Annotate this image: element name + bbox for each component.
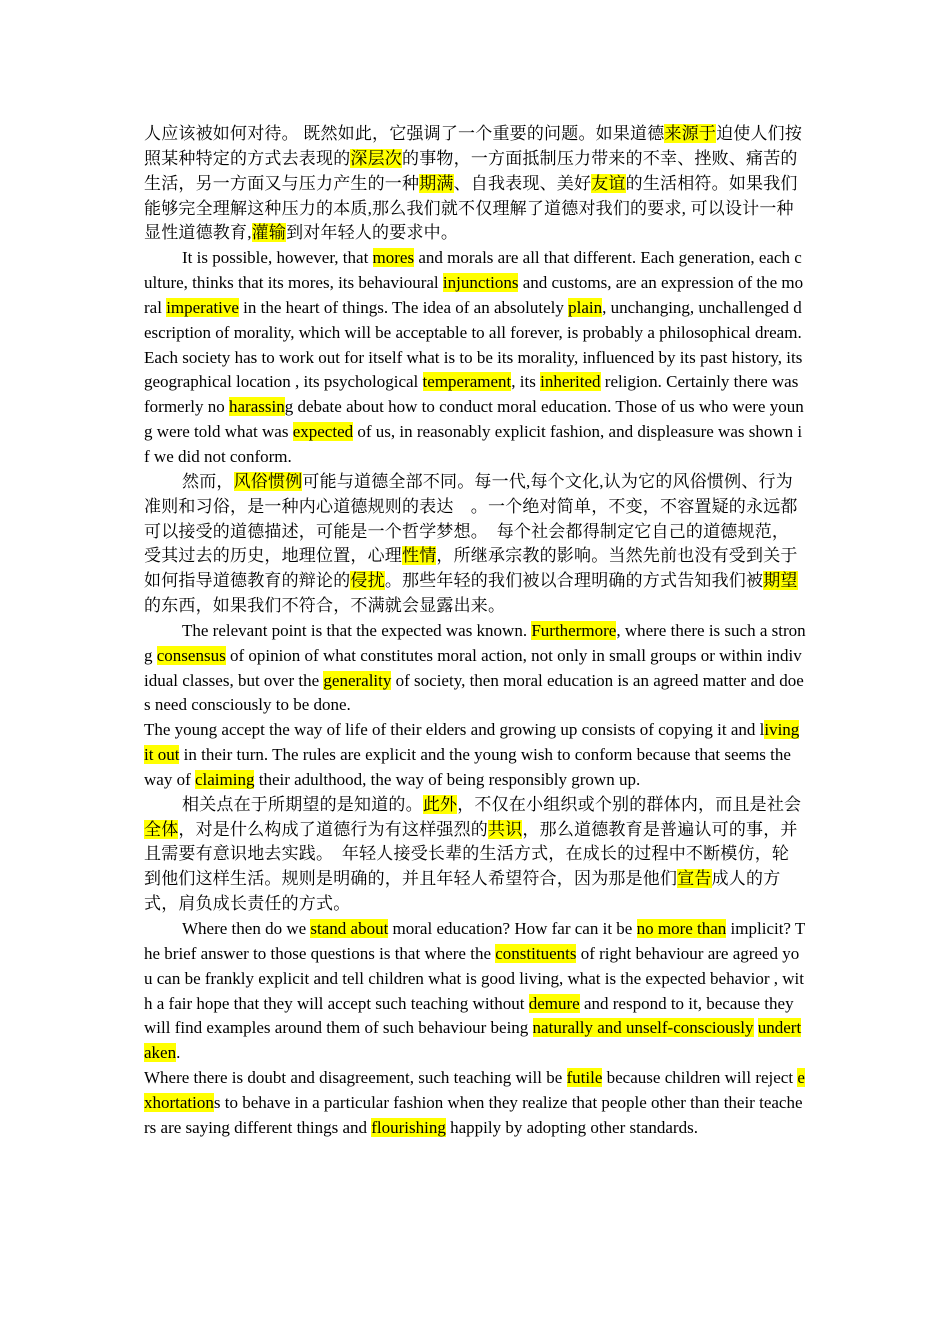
text-run: 的事物，一方面抵制压力带来的不幸、挫败、痛苦的生活，另一方面又与压力产生的一种 [144,148,798,193]
highlighted-term: iving it out [144,720,800,765]
text-run: moral education? How far can it be [388,919,637,938]
highlighted-term: no more than [636,919,727,938]
highlighted-term: 期望 [763,571,798,591]
text-run: of opinion of what constitutes moral action, not only in small groups or within individual classes, but over the [144,645,802,690]
text-run: 相关点在于所期望的是知道的。 [182,794,423,814]
paragraph-8-english [144,917,806,1066]
highlighted-term: exhortation [144,1068,805,1112]
highlighted-term: 友谊 [591,173,626,193]
text-run: because children will reject [602,1068,798,1088]
highlighted-term: 宣告 [677,869,712,889]
paragraph-5-english [144,619,806,718]
highlighted-term: claiming [194,769,255,789]
highlighted-term: inherited [540,372,601,392]
text-run: of society, then moral education is an agreed matter and does need consciously to be done. [144,670,804,715]
text-run: ，那么道德教育是普遍认可的事，并且需要有意识地去实践。 年轻人接受长辈的生活方式，在成长的过程中不断模仿，轮到他们这样生活。规则是明确的，并且年轻人希望符合，因为那是他们 [144,819,798,889]
text-run: 到对年轻人的要求中。 [286,223,459,243]
text-run: and respond to it, because they will find examples around them of such behaviour being [144,993,794,1038]
text-run: It is possible, however, that [182,248,373,268]
paragraph-7-chinese [144,793,806,917]
paragraph-4-chinese [144,470,806,619]
highlighted-term: 期满 [419,173,454,193]
text-run: their adulthood, the way of being responsibly grown up. [254,769,641,789]
highlighted-term: 来源于 [664,124,717,143]
highlighted-term: 灌输 [251,223,287,243]
highlighted-term: 全体 [144,819,179,839]
highlighted-term: consensus [156,645,226,665]
text-run: , its [511,372,541,392]
highlighted-term: 深层次 [350,148,403,168]
text-run: , unchanging, unchallenged description of morality, which will be acceptable to all forever, is probably a philosophical dream. [144,297,802,342]
text-run: 人应该被如何对待。 既然如此，它强调了一个重要的问题。如果道德 [144,124,665,143]
highlighted-term: 共识 [488,819,523,839]
highlighted-term: injunctions [442,273,519,293]
highlighted-term: 风俗惯例 [233,471,303,491]
highlighted-term: 性情 [402,546,437,566]
text-run: g debate about how to conduct moral education. Those of us who were young were told what was [144,397,804,442]
highlighted-term: flourishing [371,1117,446,1137]
text-run: 的东西，如果我们不符合，不满就会显露出来。 [144,596,506,616]
highlighted-term: plain [568,297,603,317]
text-run: s to behave in a particular fashion when they realize that people other than their teachers are saying different things and [144,1092,803,1137]
text-run: 。那些年轻的我们被以合理明确的方式告知我们被 [384,571,764,591]
highlighted-term: demure [528,993,580,1013]
highlighted-term: temperament [422,372,512,392]
highlighted-term: Furthermore [531,620,617,640]
document-body [144,122,806,1141]
text-run: The young accept the way of life of their elders and growing up consists of copying it and l [144,720,765,740]
text-run: 然而， [182,471,234,491]
highlighted-term: generality [323,670,392,690]
text-run: The relevant point is that the expected was known. [182,620,532,640]
highlighted-term: undertaken [144,1018,802,1063]
text-run: religion. Certainly there was formerly no [144,372,799,417]
paragraph-3-english [144,346,806,470]
highlighted-term: 侵扰 [350,571,385,591]
text-run: and customs, are an expression of the moral [144,273,804,317]
highlighted-term: expected [292,422,354,442]
paragraph-9-english [144,1066,806,1141]
text-run: 可能与道德全部不同。每一代,每个文化,认为它的风俗惯例、行为准则和习俗，是一种内心道德规则的表达 。一个绝对简单，不变，不容置疑的永远都可以接受的道德描述，可能是一个哲学梦想。 每个社会都得制定它自己的道德规范，受其过去的历史，地理位置，心理 [144,471,798,566]
text-run: implicit? The brief answer to those questions is that where the [144,919,806,963]
text-run: in the heart of things. The idea of an absolutely [238,297,569,317]
highlighted-term: imperative [166,297,239,317]
highlighted-term: constituents [495,943,577,963]
text-run: of right behaviour are agreed you can be frankly explicit and tell children what is good living, what is the expected behavior , with a fair hope that they will accept such teaching without [144,943,804,1013]
text-run: ，对是什么构成了道德行为有这样强烈的 [178,819,489,839]
text-run: Where then do we [182,919,311,938]
text-run: Each society has to work out for itself what is to be its morality, influenced by its past history, its geographical location , its psychological [144,347,803,392]
highlighted-term: 此外 [422,794,458,814]
text-run: ，所继承宗教的影响。当然先前也没有受到关于如何指导道德教育的辩论的 [144,546,798,591]
highlighted-term: mores [372,248,415,268]
text-run: , where there is such a strong [144,620,806,665]
text-run: ，不仅在小组织或个别的群体内，而且是社会 [457,794,802,814]
text-run: Where there is doubt and disagreement, such teaching will be [144,1068,567,1088]
paragraph-2-english [144,246,806,345]
highlighted-term: futile [566,1068,603,1088]
paragraph-1-chinese [144,122,806,246]
text-run: 迫使人们按照某种特定的方式去表现的 [144,124,803,168]
text-run: and morals are all that different. Each generation, each culture, thinks that its mores, its behavioural [144,248,802,293]
highlighted-term: harassin [228,397,285,417]
highlighted-term: naturally and unself-consciously [532,1018,754,1038]
text-run: in their turn. The rules are explicit and the young wish to conform because that seems the way of [144,745,791,789]
text-run: of us, in reasonably explicit fashion, and displeasure was shown if we did not conform. [144,422,803,466]
text-run: happily by adopting other standards. [445,1117,698,1137]
text-run: . [176,1043,181,1063]
text-run: 、自我表现、美好 [453,173,592,193]
paragraph-6-english [144,718,806,793]
text-run: 成人的方式，肩负成长责任的方式。 [144,869,781,914]
text-run: 的生活相符。如果我们能够完全理解这种压力的本质,那么我们就不仅理解了道德对我们的要求, 可以设计一种显性道德教育, [144,173,798,243]
highlighted-term: stand about [310,919,389,938]
